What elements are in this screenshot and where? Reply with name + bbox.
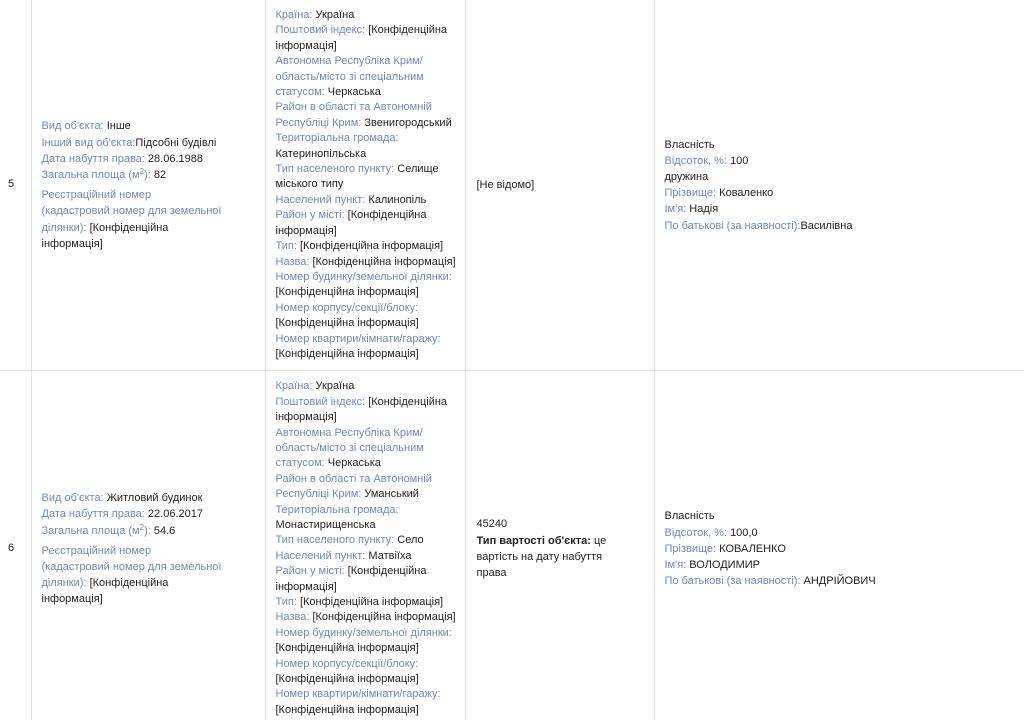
country-field <box>276 379 459 394</box>
first-name-label: Ім'я: <box>664 203 687 216</box>
community-value: Монастирищенська <box>275 519 376 531</box>
street-type-label: Тип: <box>275 596 297 609</box>
first-name-field <box>665 557 1017 573</box>
region-field <box>276 426 459 472</box>
street-type-value: [Конфіденційна інформація] <box>299 240 444 253</box>
acquisition-date-field <box>42 151 222 167</box>
district-value: Звенигородський <box>364 116 452 129</box>
object-type-label: Вид об'єкта: <box>41 492 104 505</box>
cost-type-label: Тип вартості об'єкта: <box>476 534 591 547</box>
registration-number-label: Реєстраційний номер (кадастровий номер для земельної ділянки): <box>41 544 222 590</box>
settlement-type-field <box>276 533 459 548</box>
acquisition-date-label: Дата набуття права: <box>41 508 145 521</box>
postal-code-field <box>276 23 459 54</box>
surname-value: КОВАЛЕНКО <box>719 542 786 555</box>
surname-label: Прізвище: <box>664 542 717 555</box>
block-number-field <box>276 301 459 332</box>
district-field <box>276 100 459 131</box>
first-name-label: Ім'я: <box>664 558 687 571</box>
patronymic-field <box>665 218 1017 234</box>
country-value: Україна <box>315 9 355 21</box>
patronymic-label: По батькові (за наявності): <box>664 219 801 232</box>
patronymic-value: АНДРІЙОВИЧ <box>803 575 876 588</box>
district-label: Район в області та Автономній Республіці Крим: <box>275 472 432 501</box>
acquisition-date-value: 22.06.2017 <box>147 508 203 521</box>
acquisition-date-field <box>42 506 222 522</box>
settlement-type-value: Селище міського типу <box>275 163 439 191</box>
share-value: 100 <box>730 154 749 167</box>
value-cell <box>465 371 654 720</box>
building-number-label: Номер будинку/земельної ділянки: <box>275 270 452 283</box>
other-object-type-label: Інший вид об'єкта: <box>41 136 136 149</box>
apartment-number-value: [Конфіденційна інформація] <box>275 703 419 716</box>
object-details <box>42 490 222 607</box>
apartment-number-label: Номер квартири/кімнати/гаражу: <box>275 332 441 345</box>
acquisition-date-label: Дата набуття права: <box>41 152 145 165</box>
street-name-label: Назва: <box>275 255 310 268</box>
street-type-label: Тип: <box>275 240 297 253</box>
total-area-field <box>42 167 222 183</box>
acquisition-date-value: 28.06.1988 <box>147 152 203 165</box>
right-type: Власність <box>664 510 715 523</box>
object-type-field <box>42 118 222 134</box>
surname-field <box>665 185 1017 201</box>
registration-number-field <box>42 543 222 608</box>
street-name-label: Назва: <box>275 611 310 624</box>
first-name-value: Надія <box>689 203 719 216</box>
surname-label: Прізвище: <box>664 187 717 200</box>
right-type: Власність <box>664 138 715 151</box>
object-value-amount: 45240 <box>476 518 508 531</box>
country-field <box>276 8 459 23</box>
settlement-label: Населений пункт: <box>275 549 366 562</box>
object-type-field <box>42 490 222 506</box>
object-cell <box>31 371 265 720</box>
owner-relation: дружина <box>664 170 709 183</box>
street-name-value: [Конфіденційна інформація] <box>312 611 456 624</box>
block-number-label: Номер корпусу/секції/блоку: <box>275 657 419 670</box>
apartment-number-label: Номер квартири/кімнати/гаражу: <box>275 688 441 701</box>
first-name-field <box>665 201 1017 217</box>
district-field <box>276 472 459 503</box>
district-value: Уманський <box>364 488 419 501</box>
object-type-label: Вид об'єкта: <box>41 120 104 133</box>
share-field <box>665 525 1017 541</box>
building-number-label: Номер будинку/земельної ділянки: <box>275 626 452 639</box>
apartment-number-field <box>276 687 459 718</box>
object-value: [Не відомо] <box>476 179 535 192</box>
street-name-value: [Конфіденційна інформація] <box>312 255 456 268</box>
table-row <box>0 371 1024 720</box>
city-district-value: [Конфіденційна інформація] <box>275 565 427 593</box>
object-type-value: Інше <box>106 120 131 133</box>
value-details <box>477 177 635 193</box>
total-area-label-text: Загальна площа (м <box>41 524 140 537</box>
street-type-field <box>276 239 459 254</box>
area-unit-superscript: 2 <box>139 166 145 176</box>
registration-number-value: [Конфіденційна інформація] <box>41 221 169 250</box>
object-cell <box>31 0 265 371</box>
cost-type-value: це вартість на дату набуття права <box>476 534 607 580</box>
settlement-type-field <box>276 162 459 193</box>
community-field <box>276 131 459 162</box>
building-number-field <box>276 270 459 301</box>
city-district-label: Район у місті: <box>275 209 345 222</box>
settlement-type-label: Тип населеного пункту: <box>275 534 395 547</box>
apartment-number-value: [Конфіденційна інформація] <box>275 347 419 360</box>
country-label: Країна: <box>275 9 313 21</box>
other-object-type-value: Підсобні будівлі <box>135 136 217 149</box>
street-name-field <box>276 610 459 625</box>
street-name-field <box>276 255 459 270</box>
settlement-value: Калинопіль <box>368 193 427 206</box>
country-value: Україна <box>315 380 355 393</box>
street-type-value: [Конфіденційна інформація] <box>299 596 444 609</box>
community-label: Територіальна громада: <box>275 132 399 145</box>
block-number-value: [Конфіденційна інформація] <box>275 673 419 686</box>
building-number-value: [Конфіденційна інформація] <box>275 642 419 655</box>
first-name-value: ВОЛОДИМИР <box>689 558 760 571</box>
registration-number-field <box>42 187 222 252</box>
community-value: Катеринопільська <box>275 147 367 160</box>
total-area-value: 82 <box>153 168 167 181</box>
total-area-value: 54.6 <box>153 524 176 537</box>
patronymic-field <box>665 573 1017 589</box>
community-field <box>276 503 459 534</box>
city-district-value: [Конфіденційна інформація] <box>275 209 427 237</box>
registration-number-value: [Конфіденційна інформація] <box>41 577 169 606</box>
total-area-label-end: ): <box>144 524 151 537</box>
area-unit-superscript: 2 <box>139 522 145 532</box>
settlement-field <box>276 549 459 564</box>
row-number: 6 <box>8 542 15 555</box>
settlement-label: Населений пункт: <box>275 193 366 206</box>
share-value: 100,0 <box>730 526 758 539</box>
surname-field <box>665 541 1017 557</box>
district-label: Район в області та Автономній Республіці Крим: <box>275 101 432 129</box>
settlement-value: Матвіїха <box>368 549 412 562</box>
settlement-field <box>276 193 459 208</box>
address-cell <box>265 371 465 720</box>
patronymic-value: Василівна <box>800 219 853 232</box>
surname-value: Коваленко <box>719 187 774 200</box>
row-number-cell <box>0 0 31 371</box>
building-number-value: [Конфіденційна інформація] <box>275 286 419 299</box>
share-label: Відсоток, %: <box>664 154 727 167</box>
postal-code-label: Поштовий індекс: <box>275 24 366 37</box>
community-label: Територіальна громада: <box>275 503 399 516</box>
region-label: Автономна Республіка Крим/область/місто зі спеціальним статусом: <box>275 426 424 470</box>
address-cell <box>265 0 465 371</box>
other-object-type-field <box>42 135 222 151</box>
cost-type-field <box>477 533 635 582</box>
postal-code-value: [Конфіденційна інформація] <box>275 24 448 52</box>
region-label: Автономна Республіка Крим/область/місто зі спеціальним статусом: <box>275 55 424 99</box>
block-number-label: Номер корпусу/секції/блоку: <box>275 301 419 314</box>
share-label: Відсоток, %: <box>664 526 727 539</box>
city-district-field <box>276 208 459 239</box>
city-district-label: Район у місті: <box>275 565 345 578</box>
total-area-label-end: ): <box>144 168 151 181</box>
region-field <box>276 54 459 100</box>
ownership-cell <box>654 0 1024 371</box>
value-cell <box>465 0 654 371</box>
settlement-type-value: Село <box>397 534 424 547</box>
settlement-type-label: Тип населеного пункту: <box>275 163 395 176</box>
postal-code-field <box>276 395 459 426</box>
object-details <box>42 118 222 252</box>
block-number-value: [Конфіденційна інформація] <box>275 317 419 330</box>
postal-code-label: Поштовий індекс: <box>275 395 366 408</box>
share-field <box>665 153 1017 169</box>
country-label: Країна: <box>275 380 313 393</box>
city-district-field <box>276 564 459 595</box>
row-number-cell <box>0 371 31 720</box>
total-area-field <box>42 523 222 539</box>
postal-code-value: [Конфіденційна інформація] <box>275 395 448 424</box>
block-number-field <box>276 657 459 688</box>
region-value: Черкаська <box>327 86 381 99</box>
apartment-number-field <box>276 332 459 363</box>
total-area-label <box>41 522 151 537</box>
building-number-field <box>276 626 459 657</box>
ownership-cell <box>654 371 1024 720</box>
value-details <box>477 516 635 581</box>
street-type-field <box>276 595 459 610</box>
region-value: Черкаська <box>327 457 381 470</box>
registration-number-label: Реєстраційний номер (кадастровий номер для земельної ділянки): <box>41 189 222 234</box>
total-area-label-text: Загальна площа (м <box>41 168 140 181</box>
total-area-label <box>41 166 151 181</box>
patronymic-label: По батькові (за наявності): <box>664 575 801 588</box>
object-type-value: Житловий будинок <box>106 492 203 505</box>
row-number: 5 <box>8 178 15 191</box>
